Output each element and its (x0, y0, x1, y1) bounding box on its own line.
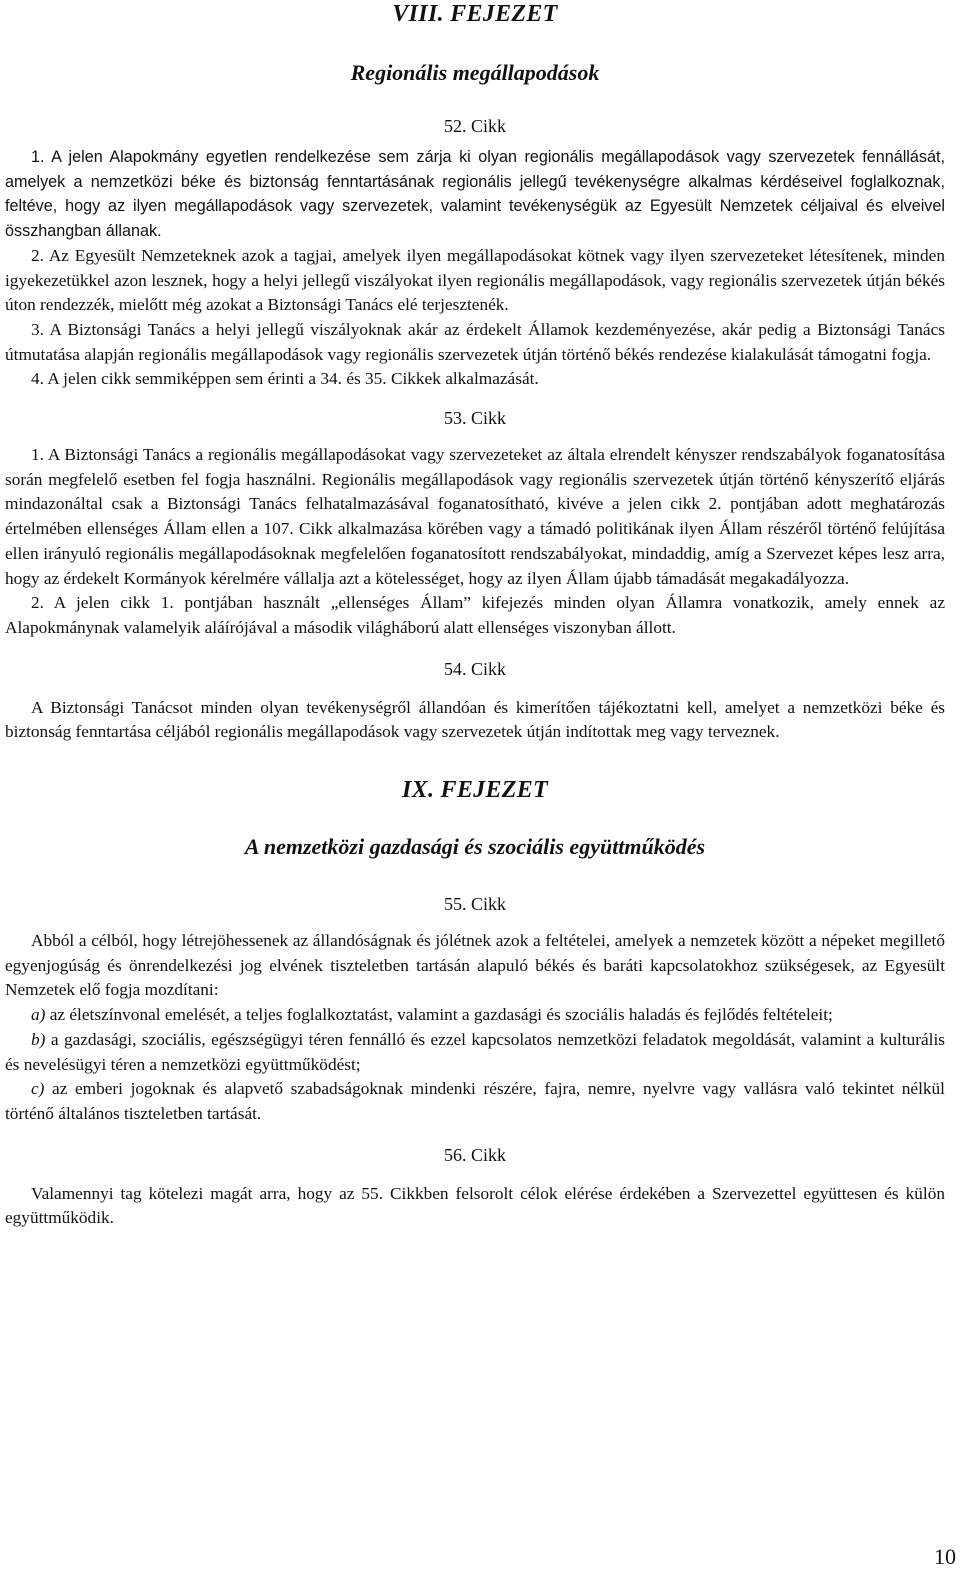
article-heading: 55. Cikk (443, 894, 506, 915)
paragraph: 2. Az Egyesült Nemzeteknek azok a tagjai, amelyek ilyen megállapodásokat kötnek vagy ilyen szervezeteket létesítenek, minden igyekezetükkel azon lesznek, hogy a helyi jellegű viszályokat ilyen regionális megállapodások, vagy regionális szervezetek útján békés úton rendezzék, mielőtt még azokat a Biztonsági Tanács elé terjesztenék. (5, 245, 945, 315)
chapter-subtitle: A nemzetközi gazdasági és szociális együttműködés (244, 834, 706, 860)
list-item (5, 1077, 945, 1126)
paragraph: 1. A jelen Alapokmány egyetlen rendelkezése sem zárja ki olyan regionális megállapodások vagy szervezetek fennállását, amelyek a nemzetközi béke és biztonság fenntartásának regionális jellegű tevékenységre alkalmas kérdéseivel foglalkoznak, feltéve, hogy az ilyen megállapodások vagy szervezetek, valamint tevékenységük az Egyesült Nemzetek céljaival és elveivel összhangban állanak. (5, 148, 945, 241)
paragraph: Valamennyi tag kötelezi magát arra, hogy az 55. Cikkben felsorolt célok elérése érdekében a Szervezettel együttesen és külön együttműködik. (5, 1183, 945, 1228)
list-letter: a) (31, 1005, 46, 1025)
list-item-text: a gazdasági, szociális, egészségügyi téren fennálló és ezzel kapcsolatos nemzetközi feladatok megoldását, valamint a kulturális és nevelésügyi téren a nemzetközi együttműködést; (5, 1029, 945, 1074)
paragraph: Abból a célból, hogy létrejöhessenek az állandóságnak és jólétnek azok a feltételei, amelyek a nemzetek között a népeket megillető egyenjogúság és önrendelkezési jog elvének tiszteletben tartásán alapuló békés és baráti kapcsolatokhoz szükségesek, az Egyesült Nemzetek elő fogja mozdítani: (5, 931, 945, 1000)
article-heading: 54. Cikk (443, 658, 506, 679)
page-number: 10 (934, 1544, 956, 1569)
article-heading: 53. Cikk (443, 408, 506, 429)
list-item (5, 1028, 945, 1077)
chapter-subtitle: Regionális megállapodások (350, 60, 600, 85)
paragraph: A Biztonsági Tanácsot minden olyan tevékenységről állandóan és kimerítően tájékoztatni kell, amelyet a nemzetközi béke és biztonság fenntartása céljából regionális megállapodások vagy szervezetek útján indítottak meg vagy terveznek. (5, 697, 945, 742)
document-page (5, 0, 945, 1231)
paragraph: 3. A Biztonsági Tanács a helyi jellegű viszályoknak akár az érdekelt Államok kezdeményezése, akár pedig a Biztonsági Tanács útmutatása alapján regionális megállapodások vagy regionális szervezetek útján történő békés rendezése kialakulását támogatni fogja. (5, 319, 945, 364)
paragraph: 1. A Biztonsági Tanács a regionális megállapodásokat vagy szervezeteket az általa elrendelt kényszer rendszabályok foganatosítása során megfelelő esetben fel fogja használni. Regionális megállapodások vagy regionális szervezetek útján történő kényszerítő eljárás mindazonáltal csak a Biztonsági Tanács felhatalmazásával foganatosítható, kivéve a jelen cikk 2. pontjában adott meghatározás értelmében ellenséges Állam ellen a 107. Cikk alkalmazása körében vagy a támadó politikának ilyen Állam részéről történő felújítása ellen irányuló regionális megállapodásoknak megfelelően foganatosított rendszabályokat, mindaddig, amíg a Szervezet képes lesz arra, hogy az érdekelt Kormányok kérelmére vállalja azt a kötelességet, hogy az ilyen Állam újabb támadását megakadályozza. (5, 445, 945, 588)
list-item-text: az életszínvonal emelését, a teljes foglalkoztatást, valamint a gazdasági és szociális haladás és fejlődés feltételeit; (45, 1005, 833, 1025)
paragraph: 2. A jelen cikk 1. pontjában használt „ellenséges Állam” kifejezés minden olyan Államra vonatkozik, amely ennek az Alapokmánynak valamelyik aláírójával a második világháború alatt ellenséges viszonyban állott. (5, 593, 945, 637)
paragraph: 4. A jelen cikk semmiképpen sem érinti a 34. és 35. Cikkek alkalmazását. (31, 369, 539, 389)
list-item-text: az emberi jogoknak és alapvető szabadságoknak mindenki részére, fajra, nemre, nyelvre vagy vallásra való tekintet nélkül történő általános tiszteletben tartását. (5, 1079, 945, 1123)
list-letter: b) (31, 1029, 46, 1049)
chapter-title: IX. FEJEZET (402, 777, 548, 804)
list-item (5, 1003, 945, 1028)
article-heading: 56. Cikk (443, 1144, 506, 1165)
list-letter: c) (31, 1079, 45, 1099)
chapter-title: VIII. FEJEZET (392, 1, 558, 27)
article-heading: 52. Cikk (443, 116, 506, 136)
